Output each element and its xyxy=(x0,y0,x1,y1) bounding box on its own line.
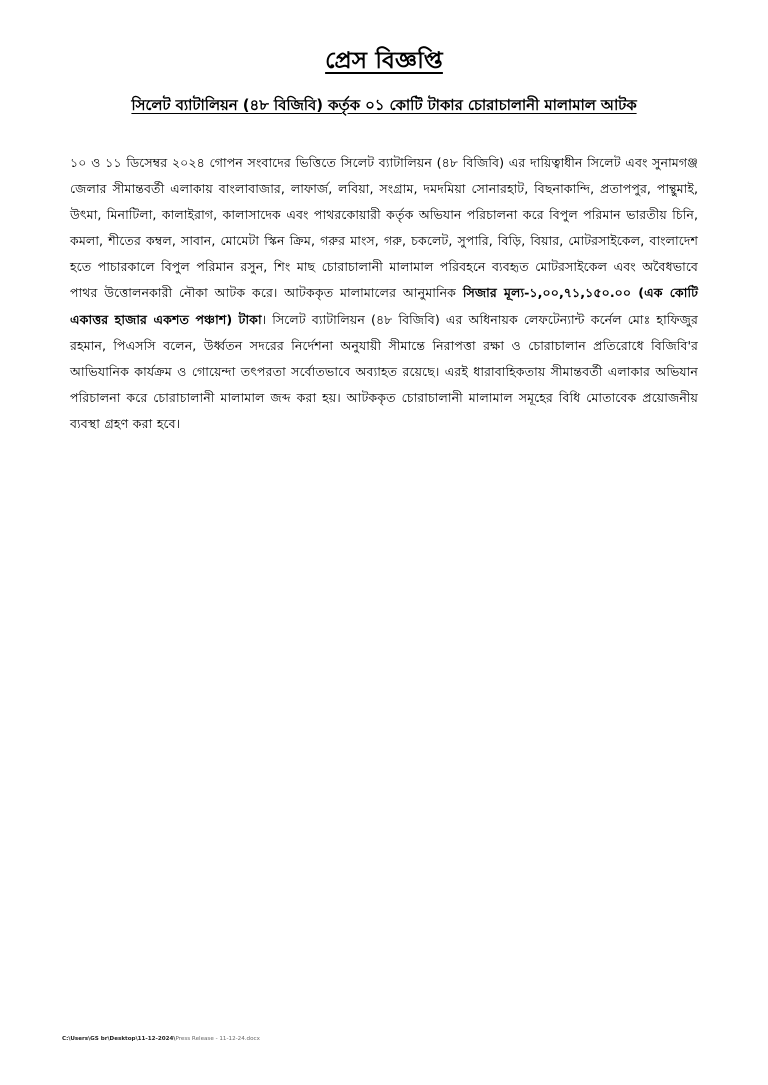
body-text-part2: । সিলেট ব্যাটালিয়ন (৪৮ বিজিবি) এর অধিনায়ক লেফটেন্যান্ট কর্নেল মোঃ হাফিজুর রহমান, পিএসসি বলেন, উর্ধ্বতন সদরের নির্দেশনা অনুযায়ী সীমান্তে নিরাপত্তা রক্ষা ও চোরাচালান প্রতিরোধে বিজিবি'র আভিযানিক কার্যক্রম ও গোয়েন্দা তৎপরতা সর্বোতভাবে অব্যাহত রয়েছে। এরই ধারাবাহিকতায় সীমান্তবর্তী এলাকার অভিযান পরিচালনা করে চোরাচালানী মালামাল জব্দ করা হয়। আটককৃত চোরাচালানী মালামাল সমূহের বিধি মোতাবেক প্রয়োজনীয় ব্যবস্থা গ্রহণ করা হবে। xyxy=(70,311,698,431)
press-release-title: প্রেস বিজ্ঞপ্তি xyxy=(325,48,443,74)
seizure-value-highlight: সিজার মূল্য-১,০০,৭১,১৫০.০০ (এক কোটি একাত্তর হাজার একশত পঞ্চাশ) টাকা xyxy=(70,285,699,327)
file-path-filename: Press Release - 11-12-24.docx xyxy=(175,1036,260,1042)
body-paragraph xyxy=(70,150,698,437)
file-path-directory: C:\Users\GS br\Desktop\11-12-2024\ xyxy=(62,1036,176,1042)
file-path-footer xyxy=(62,1036,260,1042)
body-text-part1: ১০ ও ১১ ডিসেম্বর ২০২৪ গোপন সংবাদের ভিত্তিতে সিলেট ব্যাটালিয়ন (৪৮ বিজিবি) এর দায়িত্বাধীন সিলেট এবং সুনামগঞ্জ জেলার সীমান্তবর্তী এলাকায় বাংলাবাজার, লাফার্জ, লবিয়া, সংগ্রাম, দমদমিয়া সোনারহাট, বিছনাকান্দি, প্রতাপপুর, পান্থুমাই, উৎমা, মিনাটিলা, কালাইরাগ, কালাসাদেক এবং পাথরকোয়ারী কর্তৃক অভিযান পরিচালনা করে বিপুল পরিমান ভারতীয় চিনি, কমলা, শীতের কম্বল, সাবান, মোমেটা স্কিন ক্রিম, গরুর মাংস, গরু, চকলেট, সুপারি, বিড়ি, বিয়ার, মোটরসাইকেল, বাংলাদেশ হতে পাচারকালে বিপুল পরিমান রসুন, শিং মাছ চোরাচালানী মালামাল পরিবহনে ব্যবহৃত মোটরসাইকেল এবং অবৈধভাবে পাথর উত্তোলনকারী নৌকা আটক করে। আটককৃত মালামালের আনুমানিক xyxy=(70,155,698,301)
press-release-subtitle: সিলেট ব্যাটালিয়ন (৪৮ বিজিবি) কর্তৃক ০১ কোটি টাকার চোরাচালানী মালামাল আটক xyxy=(131,97,637,114)
